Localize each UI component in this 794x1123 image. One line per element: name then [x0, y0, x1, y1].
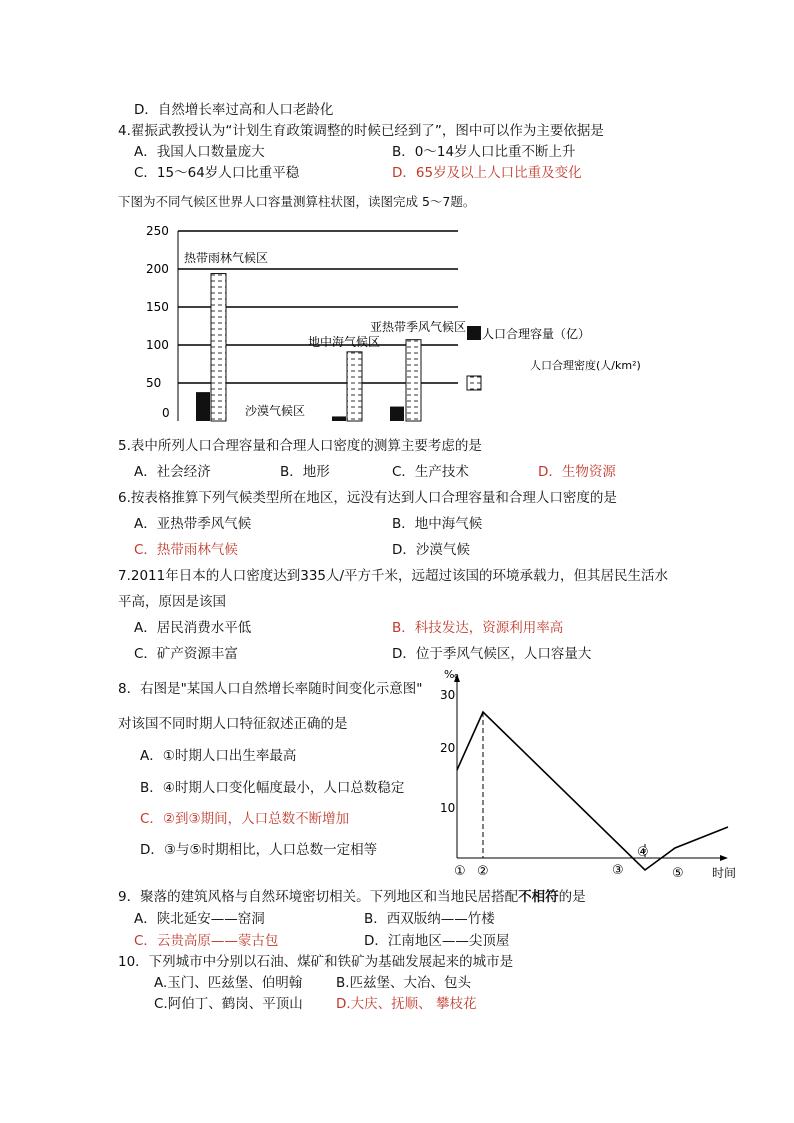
legend-density-label: 人口合理密度(人/km²) [530, 359, 641, 372]
chart-y-tick: 50 [146, 376, 162, 390]
q9-option-d: D．江南地区——尖顶屋 [364, 933, 510, 949]
point-1-marker: ① [454, 864, 466, 879]
q7-option-c: C．矿产资源丰富 [134, 646, 238, 662]
chart-y-tick: 150 [146, 300, 169, 314]
q7-stem-line2: 平高，原因是该国 [118, 594, 226, 610]
growth-rate-line [457, 712, 728, 870]
y-unit-label: ‰ [444, 668, 459, 681]
q7-stem-line1: 7.2011年日本的人口密度达到335人/平方千米，远超过该国的环境承载力，但其居民生活水 [118, 568, 669, 584]
q9-stem-part2: 的是 [558, 889, 586, 905]
q10-option-b: B.匹兹堡、大冶、包头 [336, 975, 472, 991]
q5-option-a: A．社会经济 [134, 464, 211, 480]
q7-option-b: B．科技发达，资源利用率高 [392, 620, 564, 636]
q6-option-a: A．亚热带季风气候 [134, 516, 252, 532]
q9-option-c: C．云贵高原——蒙古包 [134, 933, 279, 949]
q8-option-a: A．①时期人口出生率最高 [140, 748, 297, 764]
capacity-bar [196, 392, 210, 421]
q9-stem-emphasis: 不相符 [518, 889, 559, 905]
q4-option-a: A．我国人口数量庞大 [134, 144, 265, 160]
q10-stem: 10．下列城市中分别以石油、煤矿和铁矿为基础发展起来的城市是 [118, 954, 514, 970]
x-axis-label: 时间 [712, 866, 737, 880]
growth-rate-graph [430, 660, 750, 890]
chart-intro: 下图为不同气候区世界人口容量测算柱状图，读图完成 5～7题。 [118, 194, 476, 209]
q4-option-b: B．0～14岁人口比重不断上升 [392, 144, 576, 160]
y-tick-10: 10 [440, 801, 456, 815]
category-label: 亚热带季风气候区 [370, 320, 467, 334]
y-tick-20: 20 [440, 741, 456, 755]
q9-option-a: A．陕北延安——窑洞 [134, 911, 265, 927]
chart-y-tick: 250 [146, 224, 169, 238]
climate-population-chart [140, 218, 680, 430]
category-label: 地中海气候区 [308, 335, 381, 349]
q9-option-b: B．西双版纳——竹楼 [364, 911, 495, 927]
q6-option-d: D．沙漠气候 [392, 542, 470, 558]
q3-option-d: D．自然增长率过高和人口老龄化 [134, 102, 334, 118]
q8-option-d: D．③与⑤时期相比，人口总数一定相等 [140, 842, 378, 858]
q4-option-c: C．15～64岁人口比重平稳 [134, 165, 300, 181]
legend-capacity-swatch [467, 326, 481, 340]
q4-option-d: D．65岁及以上人口比重及变化 [392, 165, 582, 181]
q10-option-a: A.玉门、匹兹堡、伯明翰 [154, 975, 303, 991]
point-5-marker: ⑤ [672, 866, 684, 881]
q6-stem: 6.按表格推算下列气候类型所在地区，远没有达到人口合理容量和合理人口密度的是 [118, 490, 617, 506]
q9-stem-part1: 9．聚落的建筑风格与自然环境密切相关。下列地区和当地民居搭配 [118, 889, 519, 905]
q5-stem: 5.表中所列人口合理容量和合理人口密度的测算主要考虑的是 [118, 438, 482, 454]
q6-option-c: C．热带雨林气候 [134, 542, 238, 558]
q7-option-a: A．居民消费水平低 [134, 620, 252, 636]
chart-y-tick: 200 [146, 262, 169, 276]
density-bar [406, 340, 421, 421]
category-label: 沙漠气候区 [245, 404, 306, 418]
legend-density-swatch [467, 376, 481, 390]
point-4-marker: ④ [637, 845, 649, 860]
capacity-bar [390, 407, 404, 421]
x-axis-arrow [720, 855, 728, 861]
q8-stem-line2: 对该国不同时期人口特征叙述正确的是 [118, 716, 348, 732]
q7-option-d: D．位于季风气候区，人口容量大 [392, 646, 592, 662]
capacity-bar [332, 416, 346, 421]
q4-stem: 4.翟振武教授认为“计划生育政策调整的时候已经到了”，图中可以作为主要依据是 [118, 123, 604, 139]
q5-option-d: D．生物资源 [538, 464, 616, 480]
q6-option-b: B．地中海气候 [392, 516, 483, 532]
q8-option-c: C．②到③期间，人口总数不断增加 [140, 811, 350, 827]
legend-capacity-label: 人口合理容量（亿） [482, 327, 591, 341]
point-2-marker: ② [477, 864, 489, 879]
q10-option-d: D.大庆、抚顺、 攀枝花 [336, 996, 477, 1012]
chart-y-tick: 0 [162, 406, 170, 420]
q8-option-b: B．④时期人口变化幅度最小，人口总数稳定 [140, 780, 405, 796]
density-bar [211, 274, 226, 421]
q5-option-c: C．生产技术 [392, 464, 469, 480]
q9-stem [118, 885, 586, 905]
density-bar [347, 352, 362, 421]
chart-y-tick: 100 [146, 338, 169, 352]
q8-stem-line1: 8．右图是"某国人口自然增长率随时间变化示意图" [118, 681, 423, 697]
category-label: 热带雨林气候区 [184, 251, 269, 265]
y-tick-30: 30 [440, 688, 456, 702]
q10-option-c: C.阿伯丁、鹤岗、平顶山 [154, 996, 303, 1012]
point-3-marker: ③ [612, 863, 624, 878]
q5-option-b: B．地形 [280, 464, 330, 480]
